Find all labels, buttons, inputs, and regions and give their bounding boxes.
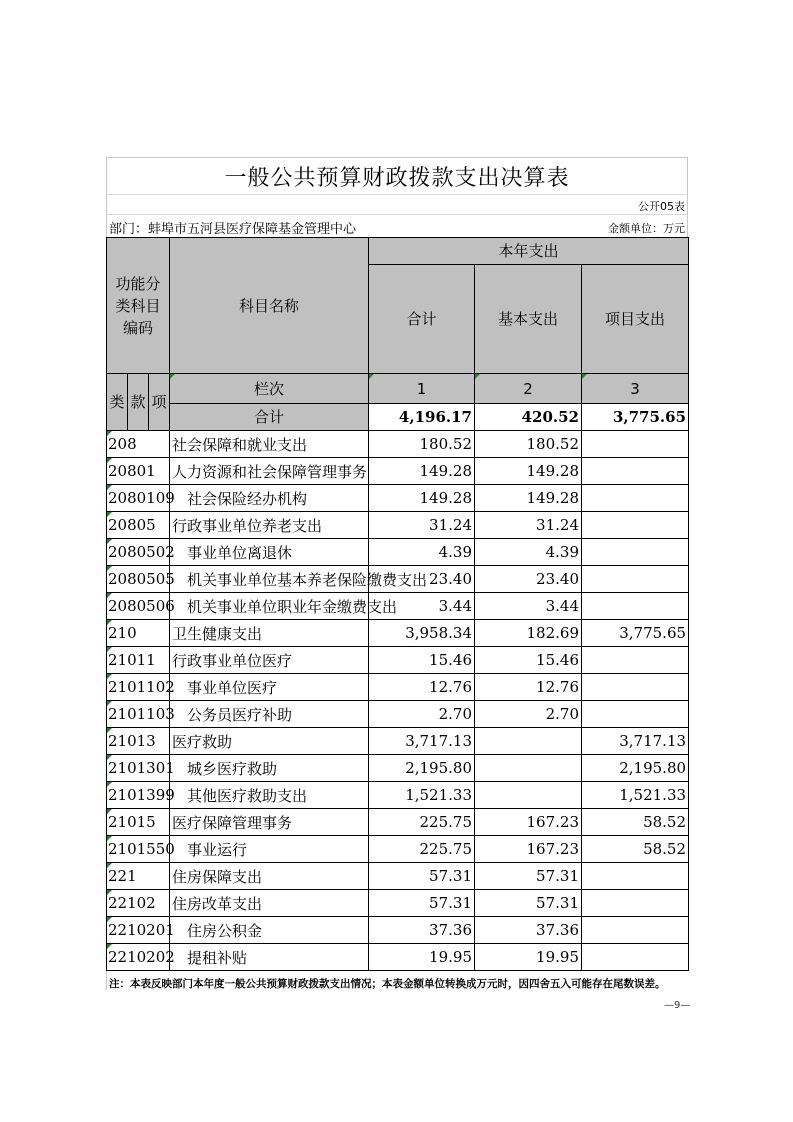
col-number-3: 3 xyxy=(582,374,689,404)
row-code-text: 2101399 xyxy=(108,786,175,804)
row-total-text: 2,195.80 xyxy=(405,759,472,777)
row-subject-name-text: 公务员医疗补助 xyxy=(187,705,293,724)
row-total-text: 3,717.13 xyxy=(405,732,472,750)
row-total xyxy=(369,836,475,863)
row-basic-text: 23.40 xyxy=(536,570,579,588)
row-code xyxy=(107,944,175,971)
row-basic-text: 167.23 xyxy=(526,840,579,858)
row-subject-name-text: 机关事业单位基本养老保险缴费支出 xyxy=(187,570,428,589)
row-basic-text: 149.28 xyxy=(526,462,579,480)
row-basic-text: 167.23 xyxy=(526,813,579,831)
table-row xyxy=(107,458,689,485)
row-project-text: 58.52 xyxy=(643,840,687,858)
indent-spacer xyxy=(172,841,187,859)
row-total xyxy=(369,647,475,674)
row-basic-text: 37.36 xyxy=(536,921,579,939)
table-row xyxy=(107,755,689,782)
row-subject-name-text: 机关事业单位职业年金缴费支出 xyxy=(187,597,398,616)
row-project xyxy=(582,701,689,728)
row-code-text: 2080505 xyxy=(108,570,175,588)
row-code-text: 20805 xyxy=(108,516,156,534)
row-basic xyxy=(475,728,582,755)
row-subject-name xyxy=(170,836,369,863)
row-subject-name-text: 住房保障支出 xyxy=(172,867,263,886)
row-subject-name-text: 事业运行 xyxy=(187,840,248,859)
row-basic-text: 182.69 xyxy=(526,624,579,642)
row-subject-name xyxy=(170,890,369,917)
row-code xyxy=(107,512,170,539)
row-total-text: 37.36 xyxy=(429,921,472,939)
table-row xyxy=(107,647,689,674)
row-total-text: 19.95 xyxy=(429,948,472,966)
indent-spacer xyxy=(172,544,187,562)
row-total xyxy=(369,755,475,782)
row-project xyxy=(582,863,689,890)
row-total-text: 180.52 xyxy=(419,435,472,453)
total-row-project: 3,775.65 xyxy=(582,404,689,431)
row-subject-name-text: 卫生健康支出 xyxy=(172,624,263,643)
row-subject-name xyxy=(170,620,369,647)
row-basic-text: 15.46 xyxy=(536,651,579,669)
table-row xyxy=(107,431,689,458)
row-total-text: 31.24 xyxy=(429,516,472,534)
row-code xyxy=(107,782,175,809)
row-subject-name xyxy=(170,944,369,971)
table-row xyxy=(107,485,689,512)
row-basic-text: 19.95 xyxy=(536,948,579,966)
department-row xyxy=(106,214,688,237)
row-code-text: 2101103 xyxy=(108,705,175,723)
row-code xyxy=(107,566,175,593)
row-basic-text: 3.44 xyxy=(545,597,579,615)
row-total xyxy=(369,674,475,701)
row-subject-name-text: 住房公积金 xyxy=(187,921,263,940)
indent-spacer xyxy=(172,598,187,616)
row-total-text: 23.40 xyxy=(429,570,472,588)
row-project xyxy=(582,431,689,458)
row-basic-text: 57.31 xyxy=(536,867,579,885)
row-total xyxy=(369,539,475,566)
row-total-text: 149.28 xyxy=(419,462,472,480)
row-basic xyxy=(475,944,582,971)
amount-unit: 金额单位：万元 xyxy=(608,222,685,235)
row-total-text: 2.70 xyxy=(438,705,472,723)
row-code xyxy=(107,620,170,647)
row-total-text: 225.75 xyxy=(419,840,472,858)
row-basic-text: 57.31 xyxy=(536,894,579,912)
row-total xyxy=(369,620,475,647)
table-row xyxy=(107,863,689,890)
row-basic xyxy=(475,539,582,566)
row-code xyxy=(107,485,175,512)
row-project-text: 3,717.13 xyxy=(619,732,687,750)
row-code-text: 2080109 xyxy=(108,489,175,507)
row-code xyxy=(107,755,175,782)
row-code-text: 208 xyxy=(108,435,137,453)
row-project-text: 58.52 xyxy=(643,813,687,831)
row-basic xyxy=(475,755,582,782)
row-project xyxy=(582,809,689,836)
row-project xyxy=(582,782,689,809)
row-subject-name-text: 医疗保障管理事务 xyxy=(172,813,293,832)
table-row xyxy=(107,944,689,971)
total-col-header: 合计 xyxy=(369,265,475,374)
expenditure-table xyxy=(106,237,689,971)
row-total xyxy=(369,809,475,836)
table-row xyxy=(107,512,689,539)
column-label: 栏次 xyxy=(170,374,369,404)
table-row xyxy=(107,917,689,944)
row-subject-name-text: 社会保险经办机构 xyxy=(187,489,308,508)
row-code-text: 2101550 xyxy=(108,840,175,858)
row-subject-name-text: 人力资源和社会保障管理事务 xyxy=(172,462,368,481)
row-code-text: 21011 xyxy=(108,651,156,669)
table-title: 一般公共预算财政拨款支出决算表 xyxy=(106,157,688,194)
row-subject-name-text: 事业单位医疗 xyxy=(187,678,278,697)
row-subject-name xyxy=(170,647,369,674)
row-code-text: 2080502 xyxy=(108,543,175,561)
row-basic xyxy=(475,431,582,458)
table-row xyxy=(107,728,689,755)
row-code xyxy=(107,917,175,944)
row-code-text: 22102 xyxy=(108,894,156,912)
row-subject-name-text: 其他医疗救助支出 xyxy=(187,786,308,805)
row-total-text: 225.75 xyxy=(419,813,472,831)
budget-table-sheet xyxy=(106,157,688,990)
row-project xyxy=(582,917,689,944)
total-row-label: 合计 xyxy=(170,404,369,431)
row-total-text: 12.76 xyxy=(429,678,472,696)
row-subject-name xyxy=(170,755,369,782)
current-year-header: 本年支出 xyxy=(369,238,689,265)
row-subject-name-text: 医疗救助 xyxy=(172,732,233,751)
row-code xyxy=(107,431,170,458)
row-total xyxy=(369,944,475,971)
row-total xyxy=(369,728,475,755)
department-name: 部门：蚌埠市五河县医疗保障基金管理中心 xyxy=(109,222,357,237)
row-subject-name xyxy=(170,809,369,836)
row-basic xyxy=(475,593,582,620)
row-basic xyxy=(475,512,582,539)
table-note: 注：本表反映部门本年度一般公共预算财政拨款支出情况；本表金额单位转换成万元时，因四舍五入可能存在尾数误差。 xyxy=(106,971,691,990)
row-total xyxy=(369,701,475,728)
row-subject-name xyxy=(170,593,398,620)
table-row xyxy=(107,701,689,728)
row-basic xyxy=(475,647,582,674)
row-basic xyxy=(475,782,582,809)
row-project xyxy=(582,890,689,917)
row-total xyxy=(369,917,475,944)
row-subject-name-text: 城乡医疗救助 xyxy=(187,759,278,778)
row-code-text: 2101102 xyxy=(108,678,175,696)
col-number-2: 2 xyxy=(475,374,582,404)
func-code-header: 功能分类科目编码 xyxy=(107,238,170,374)
indent-spacer xyxy=(172,760,187,778)
indent-spacer xyxy=(172,787,187,805)
row-basic xyxy=(475,485,582,512)
project-col-header: 项目支出 xyxy=(582,265,689,374)
row-total xyxy=(369,782,475,809)
row-code-text: 21013 xyxy=(108,732,156,750)
row-code-text: 221 xyxy=(108,867,137,885)
table-row xyxy=(107,782,689,809)
row-code-text: 21015 xyxy=(108,813,156,831)
row-basic xyxy=(475,836,582,863)
row-project-text: 1,521.33 xyxy=(619,786,687,804)
row-code-text: 20801 xyxy=(108,462,156,480)
row-subject-name xyxy=(170,485,369,512)
row-project xyxy=(582,836,689,863)
row-subject-name-text: 事业单位离退休 xyxy=(187,543,293,562)
row-basic xyxy=(475,863,582,890)
row-project-text: 2,195.80 xyxy=(619,759,687,777)
indent-spacer xyxy=(172,571,187,589)
row-basic-text: 149.28 xyxy=(526,489,579,507)
row-subject-name xyxy=(170,917,369,944)
row-subject-name xyxy=(170,863,369,890)
row-code xyxy=(107,647,170,674)
row-total-text: 3,958.34 xyxy=(405,624,472,642)
indent-spacer xyxy=(172,922,187,940)
col-number-1: 1 xyxy=(369,374,475,404)
row-project xyxy=(582,512,689,539)
page-number: —9— xyxy=(664,1000,691,1011)
row-code xyxy=(107,836,175,863)
row-project xyxy=(582,674,689,701)
row-basic-text: 4.39 xyxy=(545,543,579,561)
row-total-text: 4.39 xyxy=(438,543,472,561)
row-basic-text: 31.24 xyxy=(536,516,579,534)
row-code xyxy=(107,539,175,566)
row-project xyxy=(582,485,689,512)
row-basic xyxy=(475,701,582,728)
total-row-basic: 420.52 xyxy=(475,404,582,431)
row-total xyxy=(369,485,475,512)
row-code xyxy=(107,809,170,836)
row-basic xyxy=(475,809,582,836)
lei-header: 类 xyxy=(107,374,128,431)
row-subject-name-text: 住房改革支出 xyxy=(172,894,263,913)
indent-spacer xyxy=(172,706,187,724)
row-code xyxy=(107,890,170,917)
row-code-text: 210 xyxy=(108,624,137,642)
row-total xyxy=(369,890,475,917)
row-total-text: 57.31 xyxy=(429,867,472,885)
row-project xyxy=(582,755,689,782)
row-basic xyxy=(475,566,582,593)
row-total xyxy=(369,593,475,620)
row-total xyxy=(369,512,475,539)
row-basic-text: 12.76 xyxy=(536,678,579,696)
row-basic xyxy=(475,458,582,485)
row-project xyxy=(582,944,689,971)
row-project xyxy=(582,647,689,674)
row-basic-text: 180.52 xyxy=(526,435,579,453)
row-subject-name xyxy=(170,701,369,728)
indent-spacer xyxy=(172,949,187,967)
row-code-text: 2210202 xyxy=(108,948,175,966)
row-total xyxy=(369,863,475,890)
basic-col-header: 基本支出 xyxy=(475,265,582,374)
row-subject-name-text: 提租补贴 xyxy=(187,948,248,967)
row-total-text: 149.28 xyxy=(419,489,472,507)
indent-spacer xyxy=(172,490,187,508)
row-basic-text: 2.70 xyxy=(545,705,579,723)
row-code xyxy=(107,701,175,728)
row-project xyxy=(582,539,689,566)
row-subject-name xyxy=(170,728,369,755)
row-basic xyxy=(475,674,582,701)
row-project xyxy=(582,566,689,593)
row-subject-name xyxy=(170,431,369,458)
row-code xyxy=(107,674,175,701)
row-basic xyxy=(475,917,582,944)
form-code: 公开05表 xyxy=(638,200,685,213)
row-subject-name xyxy=(170,512,369,539)
row-code-text: 2101301 xyxy=(108,759,175,777)
table-row xyxy=(107,836,689,863)
table-row xyxy=(107,539,689,566)
row-project xyxy=(582,458,689,485)
indent-spacer xyxy=(172,679,187,697)
total-row-total: 4,196.17 xyxy=(369,404,475,431)
row-total-text: 15.46 xyxy=(429,651,472,669)
row-subject-name-text: 社会保障和就业支出 xyxy=(172,435,308,454)
row-basic xyxy=(475,890,582,917)
row-code xyxy=(107,593,175,620)
row-subject-name xyxy=(170,566,428,593)
row-total-text: 3.44 xyxy=(438,597,472,615)
xiang-header: 项 xyxy=(149,374,170,431)
row-total-text: 1,521.33 xyxy=(405,786,472,804)
row-subject-name xyxy=(170,458,369,485)
row-code xyxy=(107,728,170,755)
kuan-header: 款 xyxy=(128,374,149,431)
row-subject-name xyxy=(170,782,369,809)
row-total xyxy=(369,458,475,485)
table-row xyxy=(107,620,689,647)
row-code xyxy=(107,458,170,485)
row-project xyxy=(582,593,689,620)
table-row xyxy=(107,890,689,917)
row-subject-name xyxy=(170,539,369,566)
row-code xyxy=(107,863,170,890)
subject-name-header: 科目名称 xyxy=(170,238,369,374)
table-row xyxy=(107,809,689,836)
row-total xyxy=(369,431,475,458)
row-total-text: 57.31 xyxy=(429,894,472,912)
row-subject-name xyxy=(170,674,369,701)
row-basic xyxy=(475,620,582,647)
row-project xyxy=(582,620,689,647)
row-project xyxy=(582,728,689,755)
row-subject-name-text: 行政事业单位医疗 xyxy=(172,651,293,670)
row-project-text: 3,775.65 xyxy=(619,624,687,642)
row-code-text: 2210201 xyxy=(108,921,175,939)
table-row xyxy=(107,593,689,620)
table-row xyxy=(107,566,689,593)
row-subject-name-text: 行政事业单位养老支出 xyxy=(172,516,323,535)
form-code-row xyxy=(106,194,688,214)
table-row xyxy=(107,674,689,701)
row-code-text: 2080506 xyxy=(108,597,175,615)
row-total xyxy=(369,566,475,593)
